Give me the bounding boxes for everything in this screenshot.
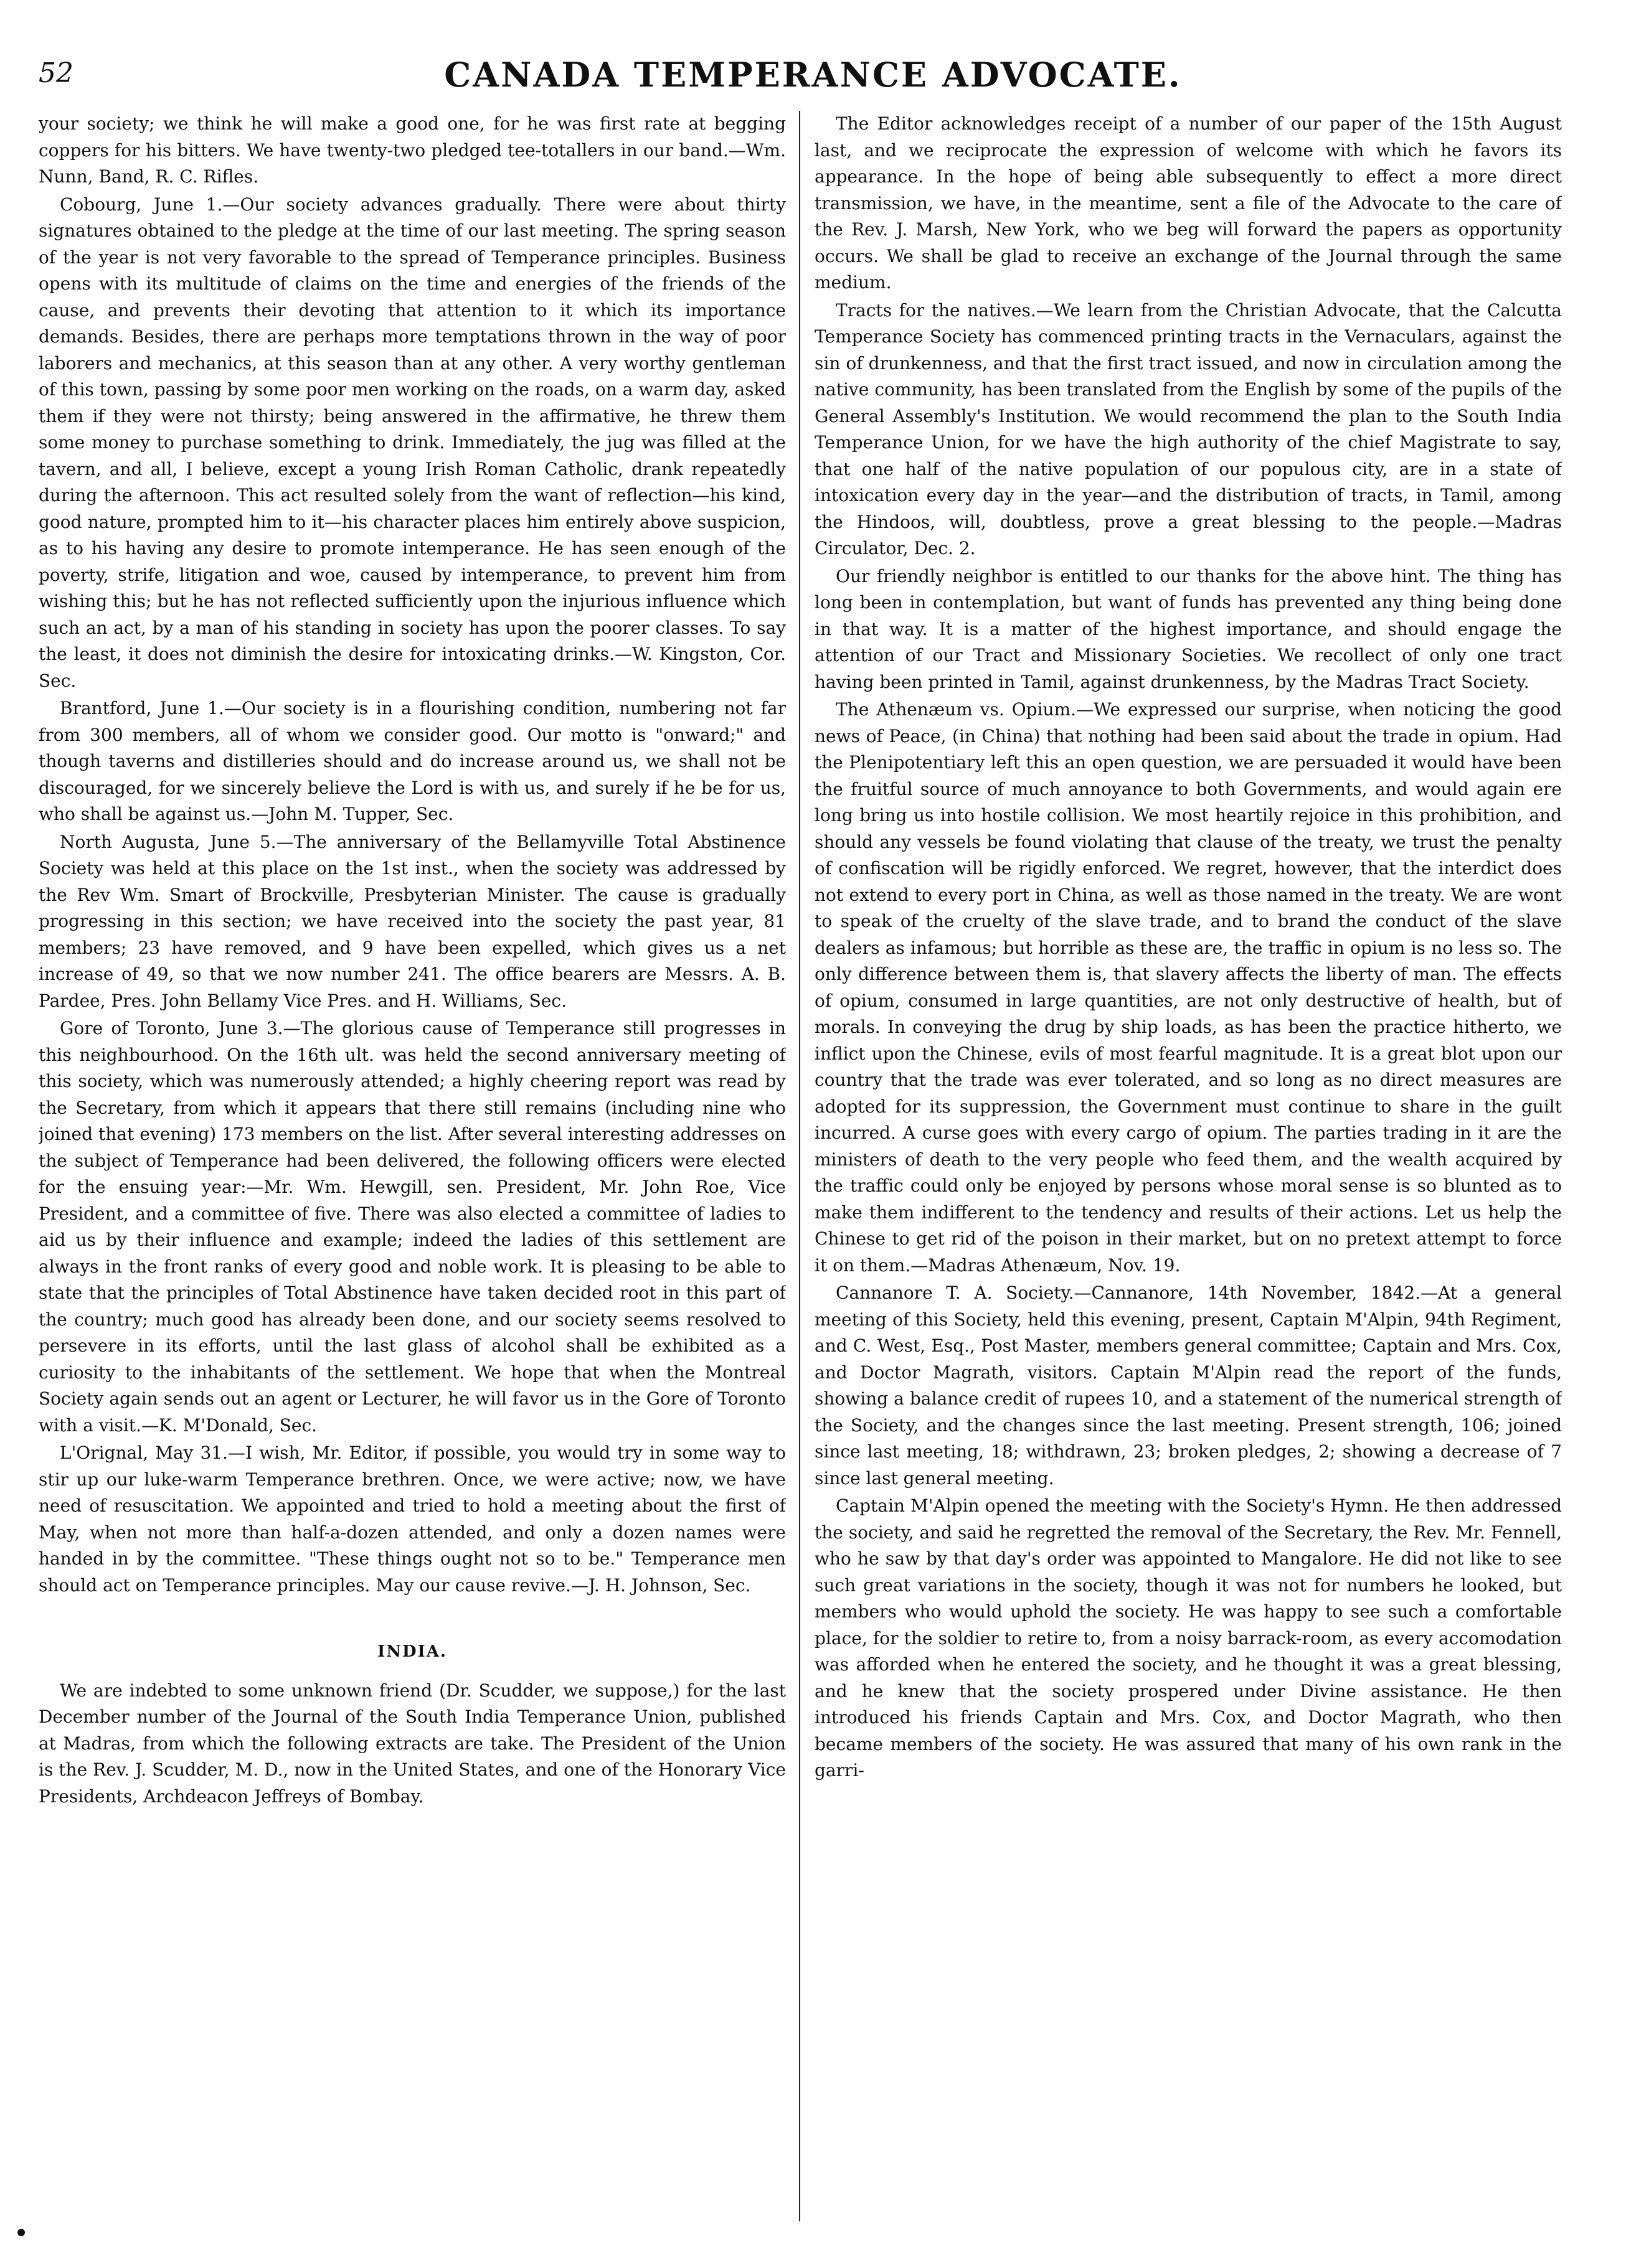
page-number: 52	[39, 57, 73, 89]
article-paragraph: L'Orignal, May 31.—I wish, Mr. Editor, if possible, you would try in some way to stir up our luke-warm Temperance brethren. Once, we were active; now, we have need of resuscitation. We appointed and tried to hold a meeting about the first of May, when not more than half-a-dozen attended, and only a dozen names were handed in by the committee. "These things ought not so to be." Temperance men should act on Temperance principles. May our cause revive.—J. H. Johnson, Sec.	[39, 1442, 786, 1596]
article-paragraph: your society; we think he will make a good one, for he was first rate at begging coppers for his bitters. We have twenty-two pledged tee-totallers in our band.—Wm. Nunn, Band, R. C. Rifles.	[39, 113, 786, 187]
article-paragraph: The Editor acknowledges receipt of a number of our paper of the 15th August last, and we reciprocate the expression of welcome with which he favors its appearance. In the hope of being able subsequently to effect a more direct transmission, we have, in the meantime, sent a file of the Advocate to the care of the Rev. J. Marsh, New York, who we beg will forward the papers as opportunity occurs. We shall be glad to receive an exchange of the Journal through the same medium.	[815, 113, 1562, 293]
margin-mark	[17, 2229, 25, 2236]
article-paragraph: Cobourg, June 1.—Our society advances gradually. There were about thirty signatures obtained to the pledge at the time of our last meeting. The spring season of the year is not very favorable to the spread of Temperance principles. Business opens with its multitude of claims on the time and energies of the friends of the cause, and prevents their devoting that attention to it which its importance demands. Besides, there are perhaps more temptations thrown in the way of poor laborers and mechanics, at this season than at any other. A very worthy gentleman of this town, passing by some poor men working on the roads, on a warm day, asked them if they were not thirsty; being answered in the affirmative, he threw them some money to purchase something to drink. Immediately, the jug was filled at the tavern, and all, I believe, except a young Irish Roman Catholic, drank repeatedly during the afternoon. This act resulted solely from the want of reflection—his kind, good nature, prompted him to it—his character places him entirely above suspicion, as to his having any desire to promote intemperance. He has seen enough of the poverty, strife, litigation and woe, caused by intemperance, to prevent him from wishing this; but he has not reflected sufficiently upon the injurious influence which such an act, by a man of his standing in society has upon the poorer classes. To say the least, it does not diminish the desire for intoxicating drinks.—W. Kingston, Cor. Sec.	[39, 194, 786, 691]
left-column	[39, 111, 786, 2221]
article-paragraph: Gore of Toronto, June 3.—The glorious cause of Temperance still progresses in this neighbourhood. On the 16th ult. was held the second anniversary meeting of this society, which was numerously attended; a highly cheering report was read by the Secretary, from which it appears that there still remains (including nine who joined that evening) 173 members on the list. After several interesting addresses on the subject of Temperance had been delivered, the following officers were elected for the ensuing year:—Mr. Wm. Hewgill, sen. President, Mr. John Roe, Vice President, and a committee of five. There was also elected a committee of ladies to aid us by their influence and example; indeed the ladies of this settlement are always in the front ranks of every good and noble work. It is pleasing to be able to state that the principles of Total Abstinence have taken decided root in this part of the country; much good has already been done, and our society seems resolved to persevere in its efforts, until the last glass of alcohol shall be exhibited as a curiosity to the inhabitants of the settlement. We hope that when the Montreal Society again sends out an agent or Lecturer, he will favor us in the Gore of Toronto with a visit.—K. M'Donald, Sec.	[39, 1018, 786, 1436]
article-paragraph: The Athenæum vs. Opium.—We expressed our surprise, when noticing the good news of Peace, (in China) that nothing had been said about the trade in opium. Had the Plenipotentiary left this an open question, we are persuaded it would have been the fruitful source of much annoyance to both Governments, and would again ere long bring us into hostile collision. We most heartily rejoice in this prohibition, and should any vessels be found violating that clause of the treaty, we trust the penalty of confiscation will be rigidly enforced. We regret, however, that the interdict does not extend to every port in China, as well as those named in the treaty. We are wont to speak of the cruelty of the slave trade, and to brand the conduct of the slave dealers as infamous; but horrible as these are, the traffic in opium is no less so. The only difference between them is, that slavery affects the liberty of man. The effects of opium, consumed in large quantities, are not only destructive of health, but of morals. In conveying the drug by ship loads, as has been the practice hitherto, we inflict upon the Chinese, evils of most fearful magnitude. It is a great blot upon our country that the trade was ever tolerated, and so long as no direct measures are adopted for its suppression, the Government must continue to share in the guilt incurred. A curse goes with every cargo of opium. The parties trading in it are the ministers of death to the very people who feed them, and the wealth acquired by the traffic could only be enjoyed by persons whose moral sense is so blunted as to make them indifferent to the tendency and results of their actions. Let us help the Chinese to get rid of the poison in their market, but on no pretext attempt to force it on them.—Madras Athenæum, Nov. 19.	[815, 699, 1562, 1276]
article-paragraph: North Augusta, June 5.—The anniversary of the Bellamyville Total Abstinence Society was held at this place on the 1st inst., when the society was addressed by the Rev Wm. Smart of Brockville, Presbyterian Minister. The cause is gradually progressing in this section; we have received into the society the past year, 81 members; 23 have removed, and 9 have been expelled, which gives us a net increase of 49, so that we now number 241. The office bearers are Messrs. A. B. Pardee, Pres. John Bellamy Vice Pres. and H. Williams, Sec.	[39, 831, 786, 1011]
article-paragraph: We are indebted to some unknown friend (Dr. Scudder, we suppose,) for the last December number of the Journal of the South India Temperance Union, published at Madras, from which the following extracts are take. The President of the Union is the Rev. J. Scudder, M. D., now in the United States, and one of the Honorary Vice Presidents, Archdeacon Jeffreys of Bombay.	[39, 1680, 786, 1807]
article-paragraph: Brantford, June 1.—Our society is in a flourishing condition, numbering not far from 300 members, all of whom we consider good. Our motto is "onward;" and though taverns and distilleries should and do increase around us, we shall not be discouraged, for we sincerely believe the Lord is with us, and surely if he be for us, who shall be against us.—John M. Tupper, Sec.	[39, 698, 786, 824]
publication-title: CANADA TEMPERANCE ADVOCATE.	[444, 55, 1182, 95]
column-divider	[799, 111, 800, 2221]
right-column	[815, 111, 1562, 2221]
article-paragraph: Captain M'Alpin opened the meeting with the Society's Hymn. He then addressed the society, and said he regretted the removal of the Secretary, the Rev. Mr. Fennell, who he saw by that day's order was appointed to Mangalore. He did not like to see such great variations in the society, though it was not for numbers he looked, but members who would uphold the society. He was happy to see such a comfortable place, for the soldier to retire to, from a noisy barrack-room, as every accomodation was afforded when he entered the society, and he thought it was a great blessing, and he knew that the society prospered under Divine assistance. He then introduced his friends Captain and Mrs. Cox, and Doctor Magrath, who then became members of the society. He was assured that many of his own rank in the garri-	[815, 1495, 1562, 1781]
article-paragraph: Cannanore T. A. Society.—Cannanore, 14th November, 1842.—At a general meeting of this Society, held this evening, present, Captain M'Alpin, 94th Regiment, and C. West, Esq., Post Master, members general committee; Captain and Mrs. Cox, and Doctor Magrath, visitors. Captain M'Alpin read the report of the funds, showing a balance credit of rupees 10, and a statement of the numerical strength of the Society, and the changes since the last meeting. Present strength, 106; joined since last meeting, 18; withdrawn, 23; broken pledges, 2; showing a decrease of 7 since last general meeting.	[815, 1282, 1562, 1489]
article-paragraph: Our friendly neighbor is entitled to our thanks for the above hint. The thing has long been in contemplation, but want of funds has prevented any thing being done in that way. It is a matter of the highest importance, and should engage the attention of our Tract and Missionary Societies. We recollect of only one tract having been printed in Tamil, against drunkenness, by the Madras Tract Society.	[815, 565, 1562, 692]
article-paragraph: Tracts for the natives.—We learn from the Christian Advocate, that the Calcutta Temperance Society has commenced printing tracts in the Vernaculars, against the sin of drunkenness, and that the first tract issued, and now in circulation among the native community, has been translated from the English by some of the pupils of the General Assembly's Institution. We would recommend the plan to the South India Temperance Union, for we have the high authority of the chief Magistrate to say, that one half of the native population of our populous city, are in a state of intoxication every day in the year—and the distribution of tracts, in Tamil, among the Hindoos, will, doubtless, prove a great blessing to the people.—Madras Circulator, Dec. 2.	[815, 299, 1562, 558]
section-heading-india: INDIA.	[377, 1642, 447, 1661]
